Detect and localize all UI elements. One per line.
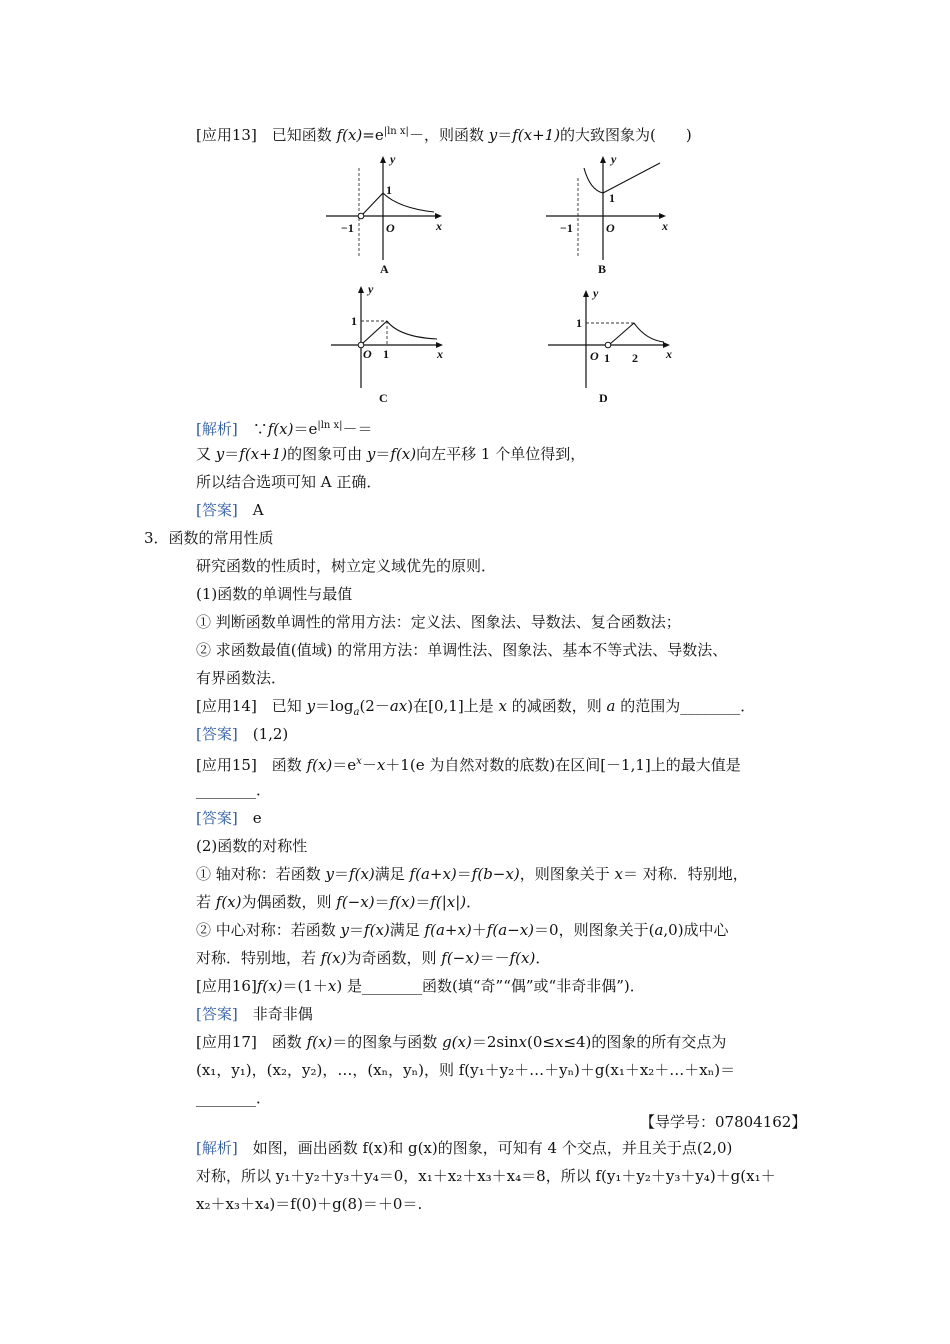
sol13-l2f2: f(x) (390, 445, 417, 463)
graph-b-caption: B (598, 262, 607, 276)
sym-axis-line (196, 864, 748, 884)
sol13-l2d: ＝ (375, 445, 391, 463)
graph-c-one-x: 1 (383, 347, 389, 361)
graph-d-two: 2 (632, 351, 638, 365)
sol13-rest: －＝ (342, 420, 373, 438)
sol13-l2y2: y (366, 445, 376, 463)
q15-blank: ________． (196, 781, 272, 799)
q13-eq: =e (362, 126, 384, 144)
sym-l4a: 对称．特别地，若 (196, 949, 321, 967)
q14-ax: ax (389, 697, 408, 715)
sol13-l2c: 的图象可由 (287, 445, 367, 463)
sol13-l2y: y (215, 445, 225, 463)
q14-line (196, 696, 755, 723)
sym-l1x: x (614, 865, 623, 883)
sol13-l2a: 又 (196, 445, 216, 463)
sym-l4f1: f(−x) (441, 949, 480, 967)
guide-number: 【导学号：07804162】 (640, 1113, 807, 1131)
sym-l2c: ＝ (374, 893, 390, 911)
monotonic-method-1: ① 判断函数单调性的常用方法：定义法、图象法、导数法、复合函数法； (196, 613, 681, 631)
graph-a-open-point (358, 213, 364, 219)
ans16-line (196, 1004, 313, 1024)
graph-c-left-branch (363, 321, 387, 343)
q14-a-var: a (606, 697, 616, 715)
sym-l3e: ＝0，则图象关于( (534, 921, 655, 939)
sym-l4b: 为奇函数，则 (346, 949, 442, 967)
graph-d-open-point (605, 342, 611, 348)
sym-l2d: ＝ (415, 893, 431, 911)
sym-even-line (196, 892, 481, 912)
sym-l3fx: f(x) (364, 921, 390, 939)
graph-b-right-branch (603, 163, 660, 193)
q14-y: y (306, 697, 316, 715)
ans15-line (196, 808, 262, 828)
analysis-tag: [解析] (196, 1139, 238, 1157)
sol17-line1 (196, 1138, 732, 1158)
sol13-fx: f(x) (267, 420, 294, 438)
sym-l3c: 满足 (389, 921, 425, 939)
graph-d (542, 282, 682, 407)
q17-line1 (196, 1032, 726, 1052)
sym-l4f2: f(x) (509, 949, 536, 967)
q17-line2: (x₁，y₁)，(x₂，y₂)，…，(xₙ，yₙ)，则 f(y₁＋y₂＋…＋yₙ)＋g(x₁＋x₂＋…＋xₙ)＝ (196, 1061, 736, 1079)
graph-d-caption: D (599, 391, 608, 405)
q17-x2: x (554, 1033, 564, 1051)
sol13-line2 (196, 444, 585, 464)
q14-log: ＝log (315, 697, 354, 715)
q14-a: [应用14] 已知 (196, 697, 307, 715)
graph-b-one: 1 (609, 191, 615, 205)
answer-tag: [答案] (196, 725, 238, 743)
sym-l1y: y (325, 865, 335, 883)
q14-c: (2－ (359, 697, 390, 715)
sym-l1e: ，则图象关于 (519, 865, 615, 883)
sol13-exp: |ln x| (317, 420, 343, 431)
q13-suffix: 的大致图象为( ) (560, 126, 692, 144)
q16-line (196, 976, 645, 996)
ans16-value: 非奇非偶 (237, 1005, 313, 1023)
q16-x: x (327, 977, 337, 995)
q13-fshift: f(x+1) (512, 126, 561, 144)
q15-d: ＋1(e 为自然对数的底数)在区间[－1,1]上的最大值是 (385, 756, 741, 774)
analysis-tag: [解析] (196, 420, 238, 438)
sym-l2f2: f(x) (389, 893, 416, 911)
sym-l4c: ＝－ (479, 949, 510, 967)
graph-c-y-label: y (368, 282, 374, 296)
sol13-line1 (196, 416, 373, 439)
q13-exp: |ln x| (383, 126, 409, 137)
ans14-value: (1,2) (237, 725, 289, 743)
sym-l4d: ． (535, 949, 551, 967)
sym-l3y: y (340, 921, 350, 939)
q13-fx: f(x) (336, 126, 363, 144)
graph-b-left-branch (584, 168, 603, 193)
ans15-value: e (237, 809, 262, 827)
sol13-eq: ＝e (293, 420, 318, 438)
sol13-because: ∵ (237, 420, 268, 438)
q13-text: －，则函数 (408, 126, 489, 144)
sym-l1a: ① 轴对称：若函数 (196, 865, 326, 883)
ans13-line (196, 500, 264, 520)
q17-b: ＝的图象与函数 (332, 1033, 443, 1051)
q15-b: ＝e (332, 756, 357, 774)
graph-d-one-x: 1 (604, 351, 610, 365)
sym-l2a: 若 (196, 893, 216, 911)
q14-base: a (353, 707, 360, 718)
sym-l4fx: f(x) (320, 949, 347, 967)
q15-c: － (361, 756, 377, 774)
graph-a-left-branch (363, 193, 383, 214)
q13-label: [应用13] 已知函数 (196, 126, 337, 144)
graph-a-caption: A (380, 262, 389, 276)
subsection-2-title: (2)函数的对称性 (196, 837, 308, 855)
sym-l3b: ＝ (349, 921, 365, 939)
q17-fx: f(x) (306, 1033, 333, 1051)
section-3-title: 3．函数的常用性质 (144, 529, 274, 547)
q14-x: x (498, 697, 507, 715)
q13-line (196, 122, 692, 145)
graph-a-origin: O (386, 221, 395, 235)
q17-c: ＝2sin (471, 1033, 519, 1051)
graph-c-one-y: 1 (351, 314, 357, 328)
graph-d-y-arrow (583, 290, 589, 297)
graph-b (538, 150, 678, 280)
graph-b-y-label: y (611, 152, 617, 166)
sol17-line2: 对称，所以 y₁＋y₂＋y₃＋y₄＝0，x₁＋x₂＋x₃＋x₄＝8，所以 f(y₁＋y₂＋y₃＋y₄)＋g(x₁＋ (196, 1167, 776, 1185)
graph-a-y-label: y (390, 152, 396, 166)
graph-c-y-arrow (358, 286, 364, 293)
sym-center-line (196, 920, 729, 940)
sym-l1b: ＝ (334, 865, 350, 883)
answer-tag: [答案] (196, 809, 238, 827)
sym-l1f: ＝ 对称．特别地， (622, 865, 748, 883)
sym-l3av: a (654, 921, 664, 939)
sym-l2e: ． (466, 893, 482, 911)
sym-l2fx: f(x) (215, 893, 242, 911)
q13-eq2: ＝ (497, 126, 513, 144)
q14-e: 的减函数，则 (506, 697, 607, 715)
answer-tag: [答案] (196, 501, 238, 519)
q17-gx: g(x) (442, 1033, 472, 1051)
q15-x: x (376, 756, 386, 774)
graph-b-origin: O (606, 221, 615, 235)
graph-c-x-label: x (437, 347, 443, 361)
sym-l3fb: f(a−x) (486, 921, 535, 939)
graph-a (318, 150, 448, 280)
sym-l2f1: f(−x) (336, 893, 375, 911)
sol13-l2b: ＝ (224, 445, 240, 463)
q15-exp: x (356, 756, 362, 767)
q16-c: ) 是________函数(填“奇”“偶”或“非奇非偶”)． (336, 977, 645, 995)
q15-line (196, 752, 741, 775)
sym-l1fx: f(x) (349, 865, 375, 883)
q17-x: x (518, 1033, 527, 1051)
graph-c (325, 282, 455, 407)
graph-a-one: 1 (386, 183, 392, 197)
q17-blank: ________． (196, 1089, 272, 1107)
subsection-1-title: (1)函数的单调性与最值 (196, 585, 353, 603)
q16-fx: f(x) (256, 977, 283, 995)
answer-tag: [答案] (196, 1005, 238, 1023)
ans14-line (196, 724, 288, 744)
graph-d-left-branch (610, 323, 634, 344)
sym-l3f: ,0)成中心 (663, 921, 729, 939)
q16-b: ＝(1＋ (282, 977, 328, 995)
sol13-l2f1: f(x+1) (239, 445, 288, 463)
graph-a-y-arrow (380, 156, 386, 163)
graph-d-x-label: x (666, 347, 672, 361)
graph-c-caption: C (379, 391, 388, 405)
monotonic-method-2: ② 求函数最值(值域) 的常用方法：单调性法、图象法、基本不等式法、导数法、 (196, 641, 728, 659)
q15-fx: f(x) (306, 756, 333, 774)
sym-l1d: ＝ (456, 865, 472, 883)
q17-a: [应用17] 函数 (196, 1033, 307, 1051)
graph-d-y-label: y (593, 286, 599, 300)
sym-l1c: 满足 (374, 865, 410, 883)
sym-l1fa: f(a+x) (409, 865, 457, 883)
sol13-l2e: 向左平移 1 个单位得到， (416, 445, 586, 463)
sym-l2b: 为偶函数，则 (241, 893, 337, 911)
graph-c-origin: O (363, 347, 372, 361)
sym-l3d: ＋ (471, 921, 487, 939)
q14-d: )在[0,1]上是 (407, 697, 499, 715)
sym-l3fa: f(a+x) (424, 921, 472, 939)
graph-c-right-branch (387, 321, 437, 339)
sol13-line3: 所以结合选项可知 A 正确． (196, 473, 382, 491)
graph-a-neg1: −1 (341, 221, 354, 235)
q15-a: [应用15] 函数 (196, 756, 307, 774)
q17-d: (0≤ (527, 1033, 555, 1051)
section-3-intro: 研究函数的性质时，树立定义域优先的原则． (196, 557, 497, 575)
q14-f: 的范围为________． (615, 697, 756, 715)
monotonic-method-2-cont: 有界函数法． (196, 669, 287, 687)
q13-y: y (488, 126, 498, 144)
graph-d-right-branch (634, 323, 664, 342)
sym-odd-line (196, 948, 550, 968)
graph-b-neg1: −1 (560, 221, 573, 235)
graph-b-y-arrow (600, 156, 606, 163)
q17-e: ≤4)的图象的所有交点为 (563, 1033, 727, 1051)
sym-l3a: ② 中心对称：若函数 (196, 921, 341, 939)
sym-l1fb: f(b−x) (471, 865, 520, 883)
sym-l2f3: f(|x|) (430, 893, 467, 911)
sol17-l1-text: 如图，画出函数 f(x)和 g(x)的图象，可知有 4 个交点，并且关于点(2,0) (237, 1139, 733, 1157)
q16-label: [应用16] (196, 977, 257, 995)
graph-b-x-label: x (662, 219, 668, 233)
graph-d-origin: O (590, 349, 599, 363)
sol17-line3: x₂＋x₃＋x₄)＝f(0)＋g(8)＝＋0＝. (196, 1195, 423, 1213)
ans13-value: A (237, 501, 264, 519)
graph-d-one-y: 1 (576, 316, 582, 330)
graph-a-x-label: x (436, 219, 442, 233)
